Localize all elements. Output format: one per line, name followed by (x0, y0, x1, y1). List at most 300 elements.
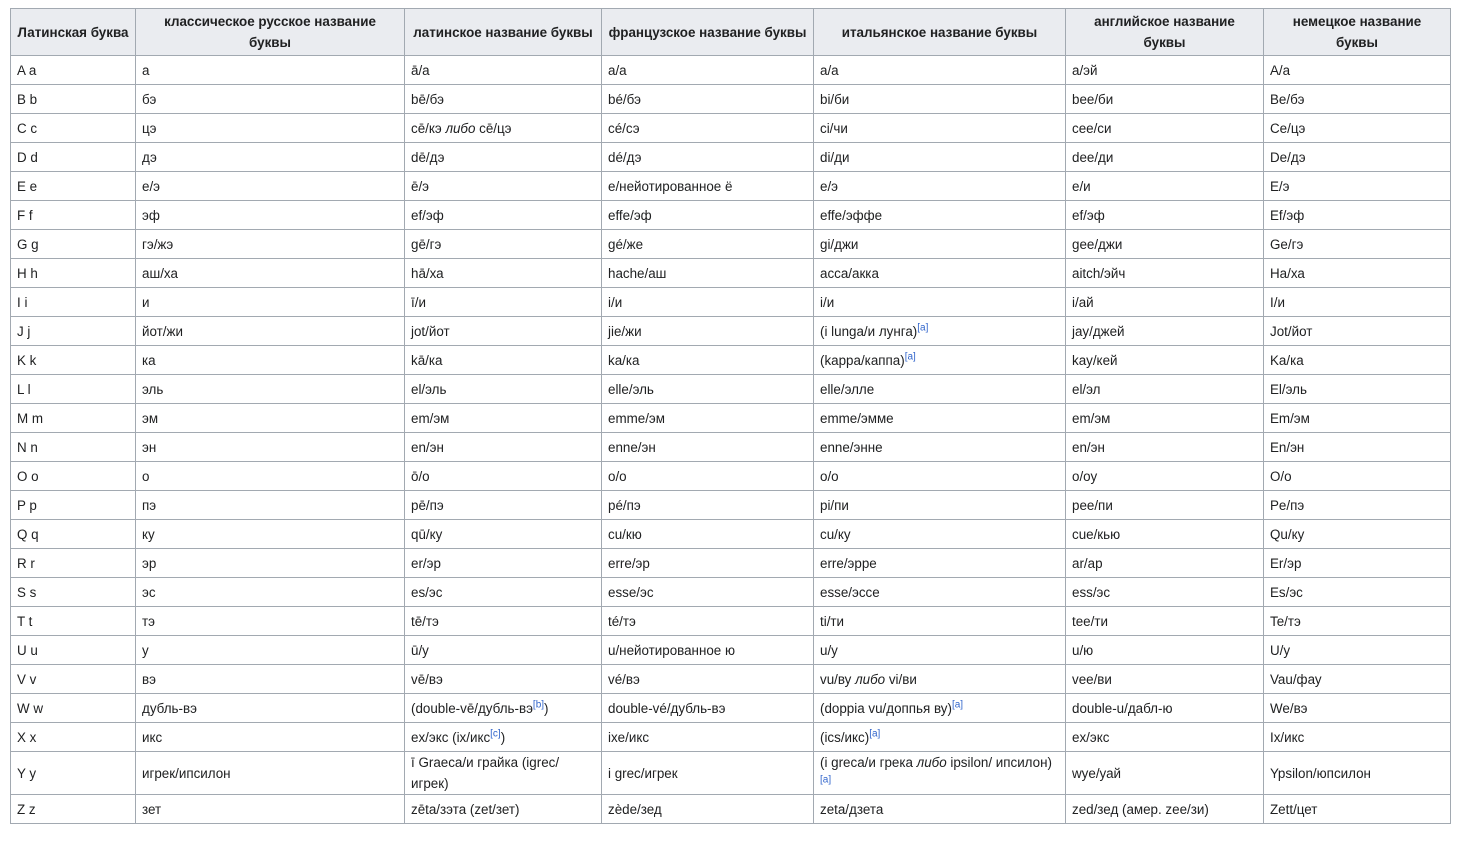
table-cell (405, 491, 602, 520)
table-cell (1066, 230, 1264, 259)
table-row (11, 665, 1451, 694)
cell-text: er/эр (411, 555, 441, 571)
table-cell (11, 694, 136, 723)
cell-text: аш/ха (142, 265, 178, 281)
table-row (11, 520, 1451, 549)
table-cell (602, 795, 814, 824)
table-cell (602, 56, 814, 85)
cell-text: el/эл (1072, 381, 1101, 397)
table-cell (1066, 288, 1264, 317)
cell-text: a/эй (1072, 62, 1098, 78)
table-cell (814, 636, 1066, 665)
cell-text: o/о (608, 468, 627, 484)
table-cell (405, 56, 602, 85)
table-cell (136, 375, 405, 404)
table-cell (602, 665, 814, 694)
table-cell (1066, 259, 1264, 288)
cell-text: zed/зед (амер. zee/зи) (1072, 801, 1209, 817)
cell-text: es/эс (411, 584, 443, 600)
table-cell (405, 752, 602, 795)
table-cell (136, 549, 405, 578)
table-cell (814, 433, 1066, 462)
table-cell (405, 346, 602, 375)
cell-text: O/о (1270, 468, 1292, 484)
table-cell (11, 259, 136, 288)
table-row (11, 56, 1451, 85)
table-cell (1066, 607, 1264, 636)
table-cell (11, 375, 136, 404)
table-cell (602, 636, 814, 665)
footnote-ref[interactable]: [a] (951, 699, 964, 711)
cell-text: гэ/жэ (142, 236, 174, 252)
table-cell (136, 259, 405, 288)
table-cell (1264, 346, 1451, 375)
cell-text: эр (142, 555, 157, 571)
cell-text: vē/вэ (411, 671, 443, 687)
footnote-ref[interactable]: [a] (820, 774, 832, 786)
table-cell (11, 317, 136, 346)
cell-text: cee/си (1072, 120, 1112, 136)
table-cell (136, 56, 405, 85)
table-cell (11, 201, 136, 230)
table-cell (1264, 433, 1451, 462)
table-cell (814, 578, 1066, 607)
table-cell (1066, 665, 1264, 694)
table-cell (136, 665, 405, 694)
table-cell (136, 230, 405, 259)
cell-text: erre/эрре (820, 555, 877, 571)
cell-text: икс (142, 729, 163, 745)
table-cell (136, 404, 405, 433)
table-cell (405, 317, 602, 346)
table-row (11, 288, 1451, 317)
cell-text: I i (17, 294, 28, 310)
table-cell (1066, 795, 1264, 824)
table-cell (814, 462, 1066, 491)
table-cell (1066, 491, 1264, 520)
cell-text: em/эм (411, 410, 450, 426)
cell-text: игрек/ипсилон (142, 765, 231, 781)
table-cell (11, 491, 136, 520)
table-cell (602, 578, 814, 607)
cell-text: cu/ку (820, 526, 851, 542)
table-cell (1264, 665, 1451, 694)
footnote-ref[interactable]: [a] (904, 351, 916, 363)
table-cell (136, 143, 405, 172)
cell-text: i/ай (1072, 294, 1094, 310)
table-cell (1066, 433, 1264, 462)
cell-text: i/и (820, 294, 835, 310)
table-cell (1264, 114, 1451, 143)
table-cell (11, 795, 136, 824)
cell-text: en/эн (1072, 439, 1105, 455)
table-cell (1264, 172, 1451, 201)
cell-text: em/эм (1072, 410, 1111, 426)
cell-text: pee/пи (1072, 497, 1113, 513)
table-row (11, 462, 1451, 491)
cell-text: дубль-вэ (142, 700, 197, 716)
cell-text: vé/вэ (608, 671, 640, 687)
table-cell (1066, 636, 1264, 665)
cell-text: E e (17, 178, 38, 194)
table-cell (405, 549, 602, 578)
cell-text: dē/дэ (411, 149, 445, 165)
table-cell (1066, 143, 1264, 172)
cell-text: A a (17, 62, 37, 78)
cell-text: zède/зед (608, 801, 662, 817)
cell-text: Es/эс (1270, 584, 1303, 600)
cell-text: ex/экс (ix/икс (411, 729, 491, 745)
cell-text: ti/ти (820, 613, 845, 629)
cell-text: zeta/дзета (820, 801, 884, 817)
cell-text: Ge/гэ (1270, 236, 1304, 252)
table-cell (602, 404, 814, 433)
cell-text: J j (17, 323, 31, 339)
table-cell (1066, 346, 1264, 375)
cell-text: ā/а (411, 62, 430, 78)
cell-text: (doppia vu/доппья ву) (820, 700, 952, 716)
table-cell (1264, 288, 1451, 317)
footnote-ref[interactable]: [c] (490, 728, 501, 740)
table-cell (814, 230, 1066, 259)
cell-text: o/о (820, 468, 839, 484)
table-row (11, 578, 1451, 607)
table-row (11, 491, 1451, 520)
table-cell (136, 317, 405, 346)
table-cell (136, 462, 405, 491)
table-cell (1264, 143, 1451, 172)
table-cell (11, 607, 136, 636)
cell-text: gé/же (608, 236, 644, 252)
table-cell (136, 520, 405, 549)
cell-text: ar/ар (1072, 555, 1103, 571)
cell-text: jie/жи (608, 323, 642, 339)
cell-text: D d (17, 149, 38, 165)
cell-text: en/эн (411, 439, 444, 455)
cell-text: e/и (1072, 178, 1091, 194)
table-cell (1066, 375, 1264, 404)
table-cell (602, 752, 814, 795)
cell-text: Ix/икс (1270, 729, 1305, 745)
cell-text: бэ (142, 91, 157, 107)
table-row (11, 752, 1451, 795)
table-cell (814, 375, 1066, 404)
cell-text: вэ (142, 671, 156, 687)
table-cell (1264, 375, 1451, 404)
table-cell (136, 201, 405, 230)
cell-text: Y y (17, 765, 37, 781)
footnote-ref[interactable]: [b] (532, 699, 545, 711)
table-cell (136, 114, 405, 143)
table-cell (1066, 462, 1264, 491)
table-cell (1066, 520, 1264, 549)
table-cell (1066, 56, 1264, 85)
cell-text: дэ (142, 149, 157, 165)
table-cell (405, 665, 602, 694)
table-cell (1264, 491, 1451, 520)
cell-text: (i greca/и грека (820, 755, 917, 770)
table-cell (11, 462, 136, 491)
table-cell (602, 172, 814, 201)
table-body (11, 56, 1451, 824)
table-cell (11, 56, 136, 85)
cell-text: O o (17, 468, 39, 484)
table-cell (405, 694, 602, 723)
cell-text: enne/энне (820, 439, 883, 455)
cell-text: bee/би (1072, 91, 1114, 107)
cell-text: M m (17, 410, 44, 426)
cell-text: erre/эр (608, 555, 650, 571)
cell-text: dee/ди (1072, 149, 1114, 165)
table-cell (1264, 520, 1451, 549)
cell-text: йот/жи (142, 323, 183, 339)
table-cell (1264, 752, 1451, 795)
cell-text: ī/и (411, 294, 426, 310)
table-cell (602, 375, 814, 404)
cell-text: hache/аш (608, 265, 667, 281)
table-cell (405, 520, 602, 549)
cell-text: ixe/икс (608, 729, 650, 745)
cell-text: эн (142, 439, 157, 455)
table-row (11, 230, 1451, 259)
column-header[interactable]: немецкое название буквы (1264, 9, 1451, 56)
cell-text: ef/эф (411, 207, 444, 223)
cell-text: F f (17, 207, 33, 223)
table-cell (814, 607, 1066, 636)
cell-text: kay/кей (1072, 352, 1118, 368)
cell-text: ка (142, 352, 156, 368)
cell-text: vu/ву (820, 671, 856, 687)
table-row (11, 85, 1451, 114)
table-cell (405, 433, 602, 462)
cell-text: Ha/ха (1270, 265, 1305, 281)
table-row (11, 317, 1451, 346)
cell-text: El/эль (1270, 381, 1307, 397)
cell-text: effe/эф (608, 207, 652, 223)
table-cell (11, 230, 136, 259)
table-cell (602, 317, 814, 346)
table-cell (1264, 201, 1451, 230)
table-cell (1264, 462, 1451, 491)
cell-text: aitch/эйч (1072, 265, 1126, 281)
cell-text: R r (17, 555, 35, 571)
column-header[interactable]: английское название буквы (1066, 9, 1264, 56)
table-cell (1264, 795, 1451, 824)
table-cell (814, 723, 1066, 752)
table-cell (814, 795, 1066, 824)
table-cell (11, 636, 136, 665)
footnote-ref[interactable]: [a] (869, 728, 881, 740)
table-cell (1264, 549, 1451, 578)
cell-text: i grec/игрек (608, 765, 678, 781)
table-cell (11, 578, 136, 607)
cell-text: o/оу (1072, 468, 1098, 484)
table-row (11, 143, 1451, 172)
cell-text: ex/экс (1072, 729, 1110, 745)
cell-text: тэ (142, 613, 155, 629)
cell-text: vi/ви (885, 671, 917, 687)
alphabet-table (10, 8, 1451, 824)
table-cell (1264, 607, 1451, 636)
table-cell (11, 404, 136, 433)
cell-text: u/нейотированное ю (608, 642, 736, 658)
table-cell (814, 491, 1066, 520)
column-header[interactable]: французское название буквы (602, 9, 814, 56)
table-cell (602, 85, 814, 114)
table-cell (602, 259, 814, 288)
table-row (11, 346, 1451, 375)
cell-text: U/у (1270, 642, 1291, 658)
cell-text: (ics/икс) (820, 729, 870, 745)
cell-text: el/эль (411, 381, 447, 397)
cell-text: ī Graeca/и грайка (igrec/ игрек) (411, 755, 560, 791)
cell-text: bé/бэ (608, 91, 641, 107)
cell-text: Jot/йот (1270, 323, 1313, 339)
cell-text: ē/э (411, 178, 430, 194)
table-cell (814, 346, 1066, 375)
table-cell (602, 288, 814, 317)
table-cell (136, 607, 405, 636)
cell-text: dé/дэ (608, 149, 642, 165)
cell-text: tee/ти (1072, 613, 1108, 629)
table-cell (1264, 404, 1451, 433)
cell-text: эль (142, 381, 164, 397)
cell-text: zēta/зэта (zet/зет) (411, 801, 520, 817)
table-cell (11, 433, 136, 462)
table-cell (814, 172, 1066, 201)
cell-text: emme/эмме (820, 410, 894, 426)
column-header[interactable]: итальянское название буквы (814, 9, 1066, 56)
table-row (11, 404, 1451, 433)
table-cell (602, 230, 814, 259)
table-cell (814, 56, 1066, 85)
cell-text: di/ди (820, 149, 850, 165)
cell-text: ess/эс (1072, 584, 1111, 600)
table-cell (136, 288, 405, 317)
column-header[interactable]: латинское название буквы (405, 9, 602, 56)
table-cell (405, 172, 602, 201)
table-cell (1066, 752, 1264, 795)
table-row (11, 114, 1451, 143)
table-cell (405, 259, 602, 288)
table-cell (1264, 578, 1451, 607)
table-cell (405, 636, 602, 665)
cell-text: gi/джи (820, 236, 859, 252)
cell-text: W w (17, 700, 44, 716)
table-cell (1264, 317, 1451, 346)
table-cell (602, 462, 814, 491)
cell-text: ō/о (411, 468, 430, 484)
cell-text: jay/джей (1072, 323, 1125, 339)
footnote-ref[interactable]: [a] (917, 322, 929, 334)
cell-text: kā/ка (411, 352, 443, 368)
table-cell (136, 85, 405, 114)
cell-text: Te/тэ (1270, 613, 1301, 629)
cell-text: ) (500, 729, 506, 745)
cell-text: Qu/ку (1270, 526, 1305, 542)
table-cell (1066, 404, 1264, 433)
table-cell (136, 694, 405, 723)
cell-text: V v (17, 671, 37, 687)
table-row (11, 636, 1451, 665)
header-row (11, 9, 1451, 56)
cell-text: Vau/фау (1270, 671, 1322, 687)
cell-text: U u (17, 642, 38, 658)
table-cell (405, 201, 602, 230)
table-cell (1264, 85, 1451, 114)
table-cell (136, 172, 405, 201)
table-cell (405, 85, 602, 114)
table-cell (1264, 230, 1451, 259)
cell-text: T t (17, 613, 33, 629)
table-cell (11, 549, 136, 578)
table-cell (1066, 317, 1264, 346)
cell-text: double-u/дабл-ю (1072, 700, 1173, 716)
table-row (11, 172, 1451, 201)
table-row (11, 795, 1451, 824)
cell-text: bē/бэ (411, 91, 444, 107)
table-cell (405, 795, 602, 824)
cell-text: цэ (142, 120, 157, 136)
table-cell (602, 143, 814, 172)
cell-text: acca/акка (820, 265, 879, 281)
cell-text: Pe/пэ (1270, 497, 1305, 513)
cell-text: H h (17, 265, 38, 281)
cell-text: Zett/цет (1270, 801, 1318, 817)
cell-text: C c (17, 120, 38, 136)
table-cell (602, 433, 814, 462)
table-cell (405, 143, 602, 172)
cell-text: tē/тэ (411, 613, 439, 629)
column-header[interactable]: классическое русское название буквы (136, 9, 405, 56)
cell-text: emme/эм (608, 410, 665, 426)
cell-text: ipsilon/ ипсилон) (946, 755, 1052, 770)
cell-text: jot/йот (411, 323, 450, 339)
cell-text: L l (17, 381, 31, 397)
cell-text: эм (142, 410, 159, 426)
table-cell (136, 636, 405, 665)
cell-text: gē/гэ (411, 236, 442, 252)
cell-text: е/э (142, 178, 161, 194)
cell-text: enne/эн (608, 439, 656, 455)
cell-text: (i lunga/и лунга) (820, 323, 918, 339)
cell-text: а (142, 62, 150, 78)
table-cell (11, 665, 136, 694)
table-cell (136, 795, 405, 824)
table-cell (814, 404, 1066, 433)
cell-text: ka/ка (608, 352, 640, 368)
cell-text: bi/би (820, 91, 850, 107)
table-cell (602, 491, 814, 520)
cell-text: esse/эссе (820, 584, 880, 600)
column-header[interactable]: Латинская буква (11, 9, 136, 56)
cell-text: ef/эф (1072, 207, 1105, 223)
table-row (11, 375, 1451, 404)
cell-italic-text: либо (445, 120, 476, 136)
cell-text: i/и (608, 294, 623, 310)
table-cell (405, 578, 602, 607)
cell-text: ку (142, 526, 155, 542)
table-row (11, 433, 1451, 462)
cell-text: Z z (17, 801, 36, 817)
cell-text: elle/элле (820, 381, 875, 397)
table-row (11, 201, 1451, 230)
table-cell (814, 114, 1066, 143)
table-cell (405, 288, 602, 317)
cell-text: qū/ку (411, 526, 443, 542)
table-row (11, 607, 1451, 636)
table-cell (1264, 694, 1451, 723)
